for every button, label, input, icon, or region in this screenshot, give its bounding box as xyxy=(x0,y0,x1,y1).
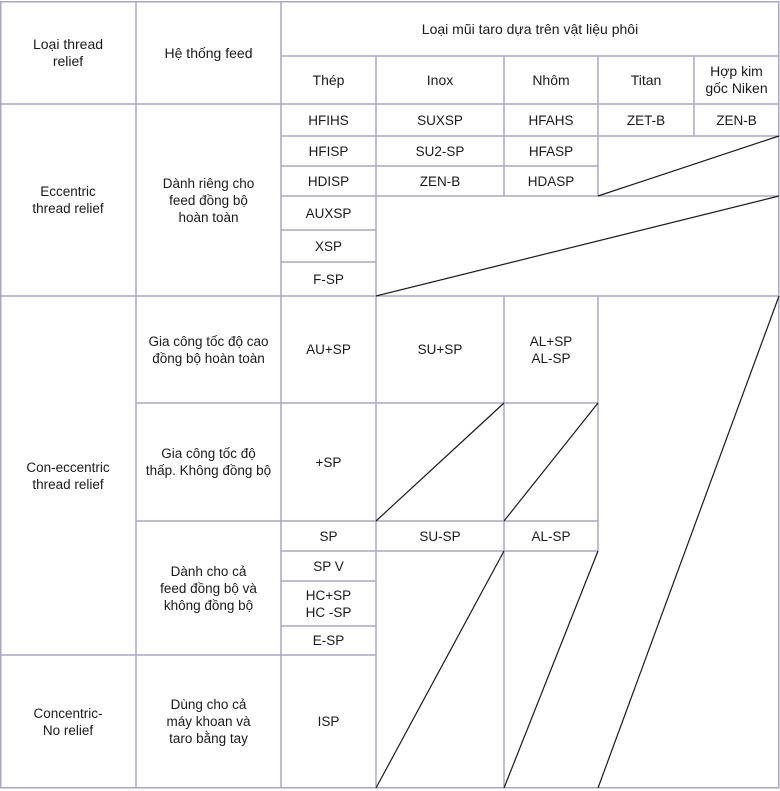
header-material-nhom: Nhôm xyxy=(532,71,570,88)
diagonal-nhom-low-speed xyxy=(504,403,598,521)
tap-cell: AL+SP AL-SP xyxy=(529,333,573,366)
tap-cell: HFASP xyxy=(528,143,574,159)
tap-cell: HDASP xyxy=(527,173,575,189)
tap-cell: SUXSP xyxy=(417,112,463,128)
header-feed-system: Hệ thống feed xyxy=(164,44,253,61)
diagonal-nhom-lower xyxy=(504,551,598,788)
relief-eccentric: Eccentric thread relief xyxy=(32,184,104,216)
tap-cell: AU+SP xyxy=(306,342,351,357)
feed-low-speed-async: Gia công tốc độ thấp. Không đồng bộ xyxy=(145,446,272,478)
tap-cell: +SP xyxy=(315,454,342,470)
tap-cell: ZEN-B xyxy=(716,112,757,128)
diagonal-eccentric-lower xyxy=(376,196,779,296)
tap-cell: SU2-SP xyxy=(415,143,465,159)
header-material-inox: Inox xyxy=(426,71,454,88)
tap-cell: E-SP xyxy=(312,633,345,648)
feed-both: Dành cho cả feed đồng bộ và không đồng bộ xyxy=(160,563,257,613)
header-material-titan: Titan xyxy=(630,71,662,88)
diagonal-titan-nickel xyxy=(598,136,779,196)
tap-cell: AUXSP xyxy=(305,205,352,221)
relief-concentric: Concentric- No relief xyxy=(33,705,103,738)
tap-cell: ZEN-B xyxy=(419,173,461,189)
tap-cell: SP V xyxy=(313,558,344,574)
feed-drill-and-hand: Dùng cho cả máy khoan và taro bằng tay xyxy=(166,697,251,746)
empty-cell-diagonals xyxy=(376,136,779,788)
tap-cell: HDISP xyxy=(307,173,350,189)
tap-cell: AL-SP xyxy=(531,528,571,544)
header-material-nickel: Hợp kim gốc Niken xyxy=(705,63,768,96)
tap-cell: HFAHS xyxy=(528,112,574,128)
tap-cell: SU+SP xyxy=(417,342,463,357)
tap-cell: HFISP xyxy=(308,143,349,159)
diagonal-inox-lower xyxy=(376,551,504,788)
header-relief-type: Loại thread relief xyxy=(32,36,104,69)
relief-con-eccentric: Con-eccentric thread relief xyxy=(26,459,110,492)
feed-sync-only: Dành riêng cho feed đồng bộ hoàn toàn xyxy=(162,175,255,225)
tap-cell: F-SP xyxy=(313,271,344,287)
feed-high-speed-sync: Gia công tốc độ cao đồng bộ hoàn toàn xyxy=(148,333,269,366)
tap-cell: SP xyxy=(319,528,338,544)
tap-cell: XSP xyxy=(314,238,342,254)
tap-cell: SU-SP xyxy=(419,528,461,544)
tap-cell: ISP xyxy=(317,714,340,729)
diagonal-titan-nickel-lower xyxy=(598,296,779,788)
tap-cell: ZET-B xyxy=(626,112,666,128)
header-material-thep: Thép xyxy=(312,71,345,88)
tap-cell: HC+SP HC -SP xyxy=(305,587,352,620)
header-material-group: Loại mũi taro dựa trên vật liệu phôi xyxy=(421,20,639,37)
diagonal-inox-low-speed xyxy=(376,403,504,521)
tap-cell: HFIHS xyxy=(308,112,349,128)
